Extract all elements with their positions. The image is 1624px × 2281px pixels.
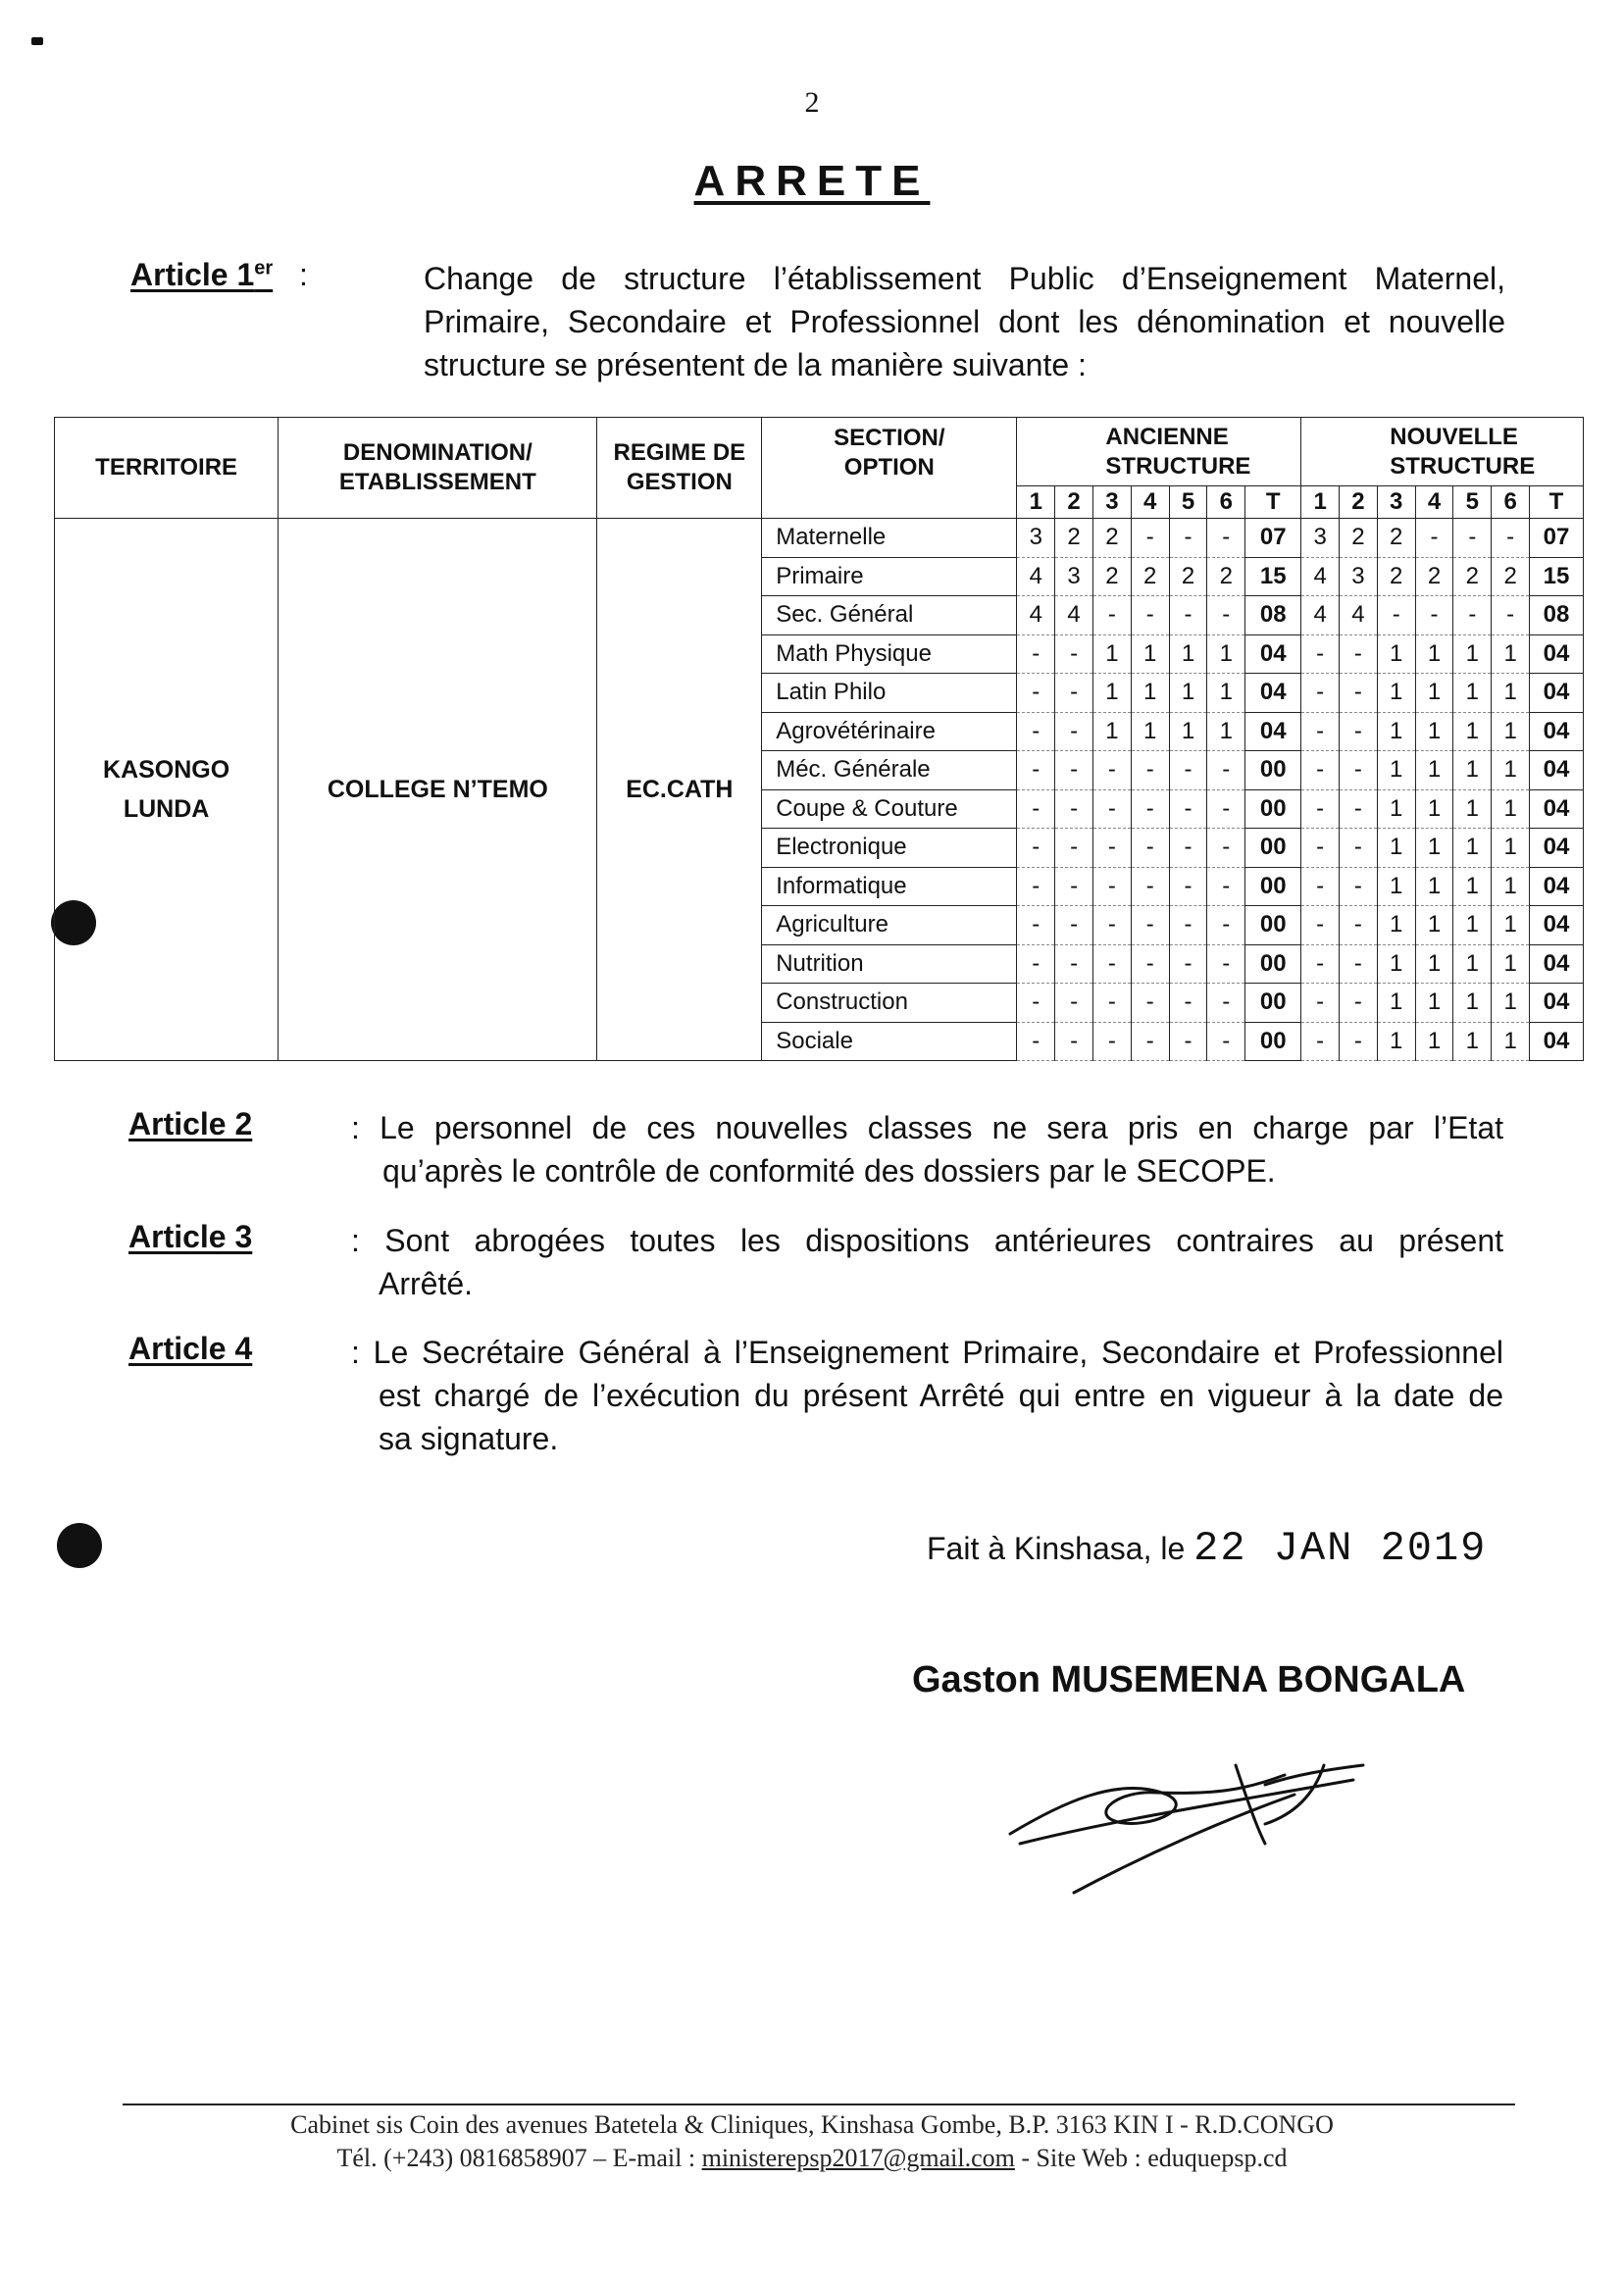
nouvelle-value-cell: 1 bbox=[1415, 789, 1453, 829]
ancienne-value-cell: - bbox=[1207, 1022, 1245, 1061]
article-1-sup: er bbox=[254, 257, 274, 279]
ancienne-value-cell: - bbox=[1055, 789, 1093, 829]
nouvelle-value-cell: - bbox=[1301, 712, 1340, 751]
ancienne-value-cell: - bbox=[1169, 596, 1207, 635]
nouvelle-value-cell: 1 bbox=[1415, 674, 1453, 713]
ancienne-value-cell: - bbox=[1207, 867, 1245, 906]
nouvelle-value-cell: 1 bbox=[1453, 906, 1492, 945]
article-1-line: structure se présentent de la manière suivante : bbox=[424, 347, 1087, 382]
structure-table bbox=[54, 417, 1584, 1061]
ancienne-total-cell: 08 bbox=[1245, 596, 1301, 635]
ancienne-value-cell: - bbox=[1055, 984, 1093, 1023]
nouvelle-total-cell: 04 bbox=[1530, 906, 1584, 945]
ancienne-value-cell: - bbox=[1093, 789, 1132, 829]
header-section: SECTION/ OPTION bbox=[762, 418, 1017, 519]
article-1-line: Primaire, Secondaire et Professionnel dont les dénomination et nouvelle bbox=[424, 304, 1505, 339]
ancienne-value-cell: - bbox=[1055, 829, 1093, 868]
nouvelle-value-cell: - bbox=[1340, 906, 1378, 945]
ancienne-total-cell: 15 bbox=[1245, 557, 1301, 596]
nouvelle-value-cell: 1 bbox=[1415, 829, 1453, 868]
ancienne-value-cell: - bbox=[1131, 944, 1169, 984]
nouvelle-total-cell: 04 bbox=[1530, 1022, 1584, 1061]
header-nouvelle: NOUVELLE STRUCTURE bbox=[1301, 418, 1584, 486]
nouvelle-total-cell: 04 bbox=[1530, 867, 1584, 906]
nouvelle-value-cell: 1 bbox=[1377, 867, 1415, 906]
ancienne-value-cell: - bbox=[1131, 789, 1169, 829]
ancienne-value-cell: - bbox=[1169, 829, 1207, 868]
ancienne-value-cell: 1 bbox=[1207, 634, 1245, 674]
nouvelle-value-cell: - bbox=[1301, 906, 1340, 945]
nouvelle-value-cell: 1 bbox=[1377, 634, 1415, 674]
nouvelle-value-cell: 2 bbox=[1415, 557, 1453, 596]
ancienne-value-cell: 3 bbox=[1055, 557, 1093, 596]
nouvelle-value-cell: 1 bbox=[1492, 944, 1530, 984]
option-cell: Nutrition bbox=[762, 944, 1017, 984]
ancienne-total-cell: 00 bbox=[1245, 789, 1301, 829]
nouvelle-value-cell: 3 bbox=[1340, 557, 1378, 596]
article-3-line: : Sont abrogées toutes les dispositions antérieures contraires au présent bbox=[351, 1223, 1503, 1258]
document-title-text: ARRETE bbox=[693, 157, 931, 205]
ancienne-value-cell: - bbox=[1017, 829, 1055, 868]
nouvelle-value-cell: - bbox=[1492, 596, 1530, 635]
nouvelle-total-cell: 04 bbox=[1530, 789, 1584, 829]
ancienne-total-cell: 00 bbox=[1245, 867, 1301, 906]
ancienne-value-cell: - bbox=[1169, 751, 1207, 790]
nouvelle-value-cell: 1 bbox=[1453, 944, 1492, 984]
table-row bbox=[55, 519, 1584, 558]
ancienne-total-cell: 04 bbox=[1245, 674, 1301, 713]
ancienne-total-cell: 00 bbox=[1245, 751, 1301, 790]
nouvelle-value-cell: 1 bbox=[1415, 906, 1453, 945]
nouvelle-value-cell: 1 bbox=[1415, 1022, 1453, 1061]
ancienne-value-cell: - bbox=[1093, 906, 1132, 945]
scan-mark bbox=[31, 37, 43, 45]
nouvelle-value-cell: - bbox=[1340, 1022, 1378, 1061]
date-stamp: 22 JAN 2019 bbox=[1193, 1525, 1488, 1572]
article-3-label: Article 3 bbox=[128, 1219, 253, 1254]
footer-phone: Tél. (+243) 0816858907 – E-mail : bbox=[336, 2144, 696, 2172]
ancienne-value-cell: - bbox=[1131, 867, 1169, 906]
nouvelle-value-cell: - bbox=[1301, 789, 1340, 829]
nouvelle-col-header: 3 bbox=[1377, 486, 1415, 519]
ancienne-value-cell: 4 bbox=[1017, 557, 1055, 596]
ancienne-col-header: 5 bbox=[1169, 486, 1207, 519]
nouvelle-value-cell: 1 bbox=[1415, 751, 1453, 790]
nouvelle-value-cell: - bbox=[1453, 519, 1492, 558]
ancienne-value-cell: 2 bbox=[1207, 557, 1245, 596]
nouvelle-value-cell: 1 bbox=[1492, 1022, 1530, 1061]
nouvelle-value-cell: 1 bbox=[1453, 634, 1492, 674]
nouvelle-value-cell: - bbox=[1340, 829, 1378, 868]
nouvelle-col-header: 5 bbox=[1453, 486, 1492, 519]
option-cell: Sociale bbox=[762, 1022, 1017, 1061]
article-2-line: qu’après le contrôle de conformité des dossiers par le SECOPE. bbox=[382, 1153, 1276, 1189]
ancienne-value-cell: - bbox=[1169, 906, 1207, 945]
article-4-line: sa signature. bbox=[379, 1421, 559, 1456]
ancienne-value-cell: - bbox=[1207, 984, 1245, 1023]
ancienne-value-cell: - bbox=[1055, 867, 1093, 906]
ancienne-value-cell: 1 bbox=[1093, 712, 1132, 751]
ancienne-value-cell: - bbox=[1207, 944, 1245, 984]
option-cell: Math Physique bbox=[762, 634, 1017, 674]
ancienne-value-cell: 2 bbox=[1093, 557, 1132, 596]
signer-name: Gaston MUSEMENA BONGALA bbox=[912, 1659, 1466, 1700]
ancienne-value-cell: 1 bbox=[1131, 674, 1169, 713]
nouvelle-col-header: 1 bbox=[1301, 486, 1340, 519]
ancienne-value-cell: - bbox=[1169, 944, 1207, 984]
nouvelle-value-cell: 1 bbox=[1492, 867, 1530, 906]
ancienne-value-cell: - bbox=[1093, 1022, 1132, 1061]
ancienne-value-cell: 1 bbox=[1207, 712, 1245, 751]
nouvelle-total-cell: 08 bbox=[1530, 596, 1584, 635]
ancienne-value-cell: - bbox=[1055, 634, 1093, 674]
ancienne-total-cell: 00 bbox=[1245, 906, 1301, 945]
ancienne-value-cell: 2 bbox=[1131, 557, 1169, 596]
nouvelle-value-cell: 1 bbox=[1492, 712, 1530, 751]
nouvelle-value-cell: 1 bbox=[1453, 712, 1492, 751]
regime-cell: EC.CATH bbox=[597, 519, 762, 1061]
ancienne-value-cell: - bbox=[1093, 829, 1132, 868]
nouvelle-value-cell: 1 bbox=[1377, 1022, 1415, 1061]
ancienne-value-cell: - bbox=[1093, 984, 1132, 1023]
header-territoire: TERRITOIRE bbox=[55, 418, 279, 519]
nouvelle-value-cell: 1 bbox=[1415, 944, 1453, 984]
nouvelle-value-cell: 1 bbox=[1377, 829, 1415, 868]
nouvelle-value-cell: 1 bbox=[1492, 829, 1530, 868]
ancienne-col-header: 6 bbox=[1207, 486, 1245, 519]
footer-address: Cabinet sis Coin des avenues Batetela & Cliniques, Kinshasa Gombe, B.P. 3163 KIN I - R.D.CONGO bbox=[290, 2110, 1334, 2139]
nouvelle-value-cell: 2 bbox=[1377, 519, 1415, 558]
ancienne-value-cell: - bbox=[1017, 751, 1055, 790]
ancienne-value-cell: - bbox=[1017, 789, 1055, 829]
nouvelle-value-cell: 1 bbox=[1492, 789, 1530, 829]
option-cell: Méc. Générale bbox=[762, 751, 1017, 790]
option-cell: Agrovétérinaire bbox=[762, 712, 1017, 751]
ancienne-value-cell: - bbox=[1169, 1022, 1207, 1061]
ancienne-value-cell: - bbox=[1131, 829, 1169, 868]
option-cell: Primaire bbox=[762, 557, 1017, 596]
ancienne-value-cell: - bbox=[1207, 829, 1245, 868]
ancienne-total-cell: 00 bbox=[1245, 1022, 1301, 1061]
ancienne-value-cell: - bbox=[1017, 944, 1055, 984]
option-cell: Construction bbox=[762, 984, 1017, 1023]
ancienne-value-cell: - bbox=[1093, 944, 1132, 984]
nouvelle-value-cell: 1 bbox=[1377, 906, 1415, 945]
nouvelle-value-cell: - bbox=[1301, 984, 1340, 1023]
nouvelle-col-header: 2 bbox=[1340, 486, 1378, 519]
ancienne-value-cell: 1 bbox=[1093, 634, 1132, 674]
nouvelle-total-cell: 04 bbox=[1530, 674, 1584, 713]
ancienne-value-cell: 1 bbox=[1169, 674, 1207, 713]
nouvelle-value-cell: - bbox=[1301, 1022, 1340, 1061]
article-4-label: Article 4 bbox=[128, 1331, 253, 1366]
nouvelle-value-cell: 2 bbox=[1453, 557, 1492, 596]
punch-hole-mark bbox=[57, 1523, 102, 1568]
ancienne-value-cell: - bbox=[1055, 944, 1093, 984]
etablissement-cell: COLLEGE N’TEMO bbox=[279, 519, 597, 1061]
footer-contact bbox=[0, 2144, 1624, 2173]
ancienne-value-cell: - bbox=[1131, 519, 1169, 558]
nouvelle-value-cell: 1 bbox=[1415, 867, 1453, 906]
nouvelle-total-cell: 04 bbox=[1530, 712, 1584, 751]
territoire-cell: KASONGO LUNDA bbox=[55, 519, 279, 1061]
article-3-line: Arrêté. bbox=[379, 1266, 474, 1301]
ancienne-value-cell: - bbox=[1093, 867, 1132, 906]
nouvelle-value-cell: 1 bbox=[1492, 984, 1530, 1023]
ancienne-total-cell: 00 bbox=[1245, 984, 1301, 1023]
nouvelle-value-cell: - bbox=[1301, 751, 1340, 790]
nouvelle-value-cell: 1 bbox=[1377, 751, 1415, 790]
ancienne-value-cell: 1 bbox=[1207, 674, 1245, 713]
nouvelle-value-cell: 1 bbox=[1453, 984, 1492, 1023]
nouvelle-value-cell: 1 bbox=[1453, 867, 1492, 906]
header-ancienne: ANCIENNE STRUCTURE bbox=[1017, 418, 1301, 486]
nouvelle-total-cell: 15 bbox=[1530, 557, 1584, 596]
place-prefix: Fait à Kinshasa, le bbox=[927, 1531, 1186, 1566]
nouvelle-value-cell: 4 bbox=[1301, 596, 1340, 635]
ancienne-value-cell: 1 bbox=[1169, 634, 1207, 674]
article-1-label-text: Article 1 bbox=[130, 257, 255, 292]
ancienne-value-cell: 1 bbox=[1093, 674, 1132, 713]
nouvelle-value-cell: - bbox=[1415, 519, 1453, 558]
nouvelle-total-cell: 04 bbox=[1530, 634, 1584, 674]
article-3-text bbox=[351, 1219, 1503, 1305]
nouvelle-value-cell: 1 bbox=[1453, 829, 1492, 868]
ancienne-value-cell: - bbox=[1169, 984, 1207, 1023]
ancienne-value-cell: - bbox=[1017, 867, 1055, 906]
article-2-text bbox=[351, 1106, 1503, 1192]
ancienne-value-cell: - bbox=[1093, 596, 1132, 635]
article-2-line: : Le personnel de ces nouvelles classes ne sera pris en charge par l’Etat bbox=[351, 1110, 1503, 1145]
nouvelle-value-cell: 1 bbox=[1377, 712, 1415, 751]
nouvelle-value-cell: 1 bbox=[1377, 984, 1415, 1023]
ancienne-value-cell: - bbox=[1055, 1022, 1093, 1061]
nouvelle-value-cell: 1 bbox=[1415, 634, 1453, 674]
article-4-text bbox=[351, 1331, 1503, 1460]
ancienne-total-cell: 04 bbox=[1245, 712, 1301, 751]
nouvelle-value-cell: 1 bbox=[1492, 634, 1530, 674]
ancienne-value-cell: 1 bbox=[1131, 712, 1169, 751]
option-cell: Agriculture bbox=[762, 906, 1017, 945]
nouvelle-value-cell: - bbox=[1340, 712, 1378, 751]
place-and-date bbox=[927, 1525, 1487, 1572]
ancienne-value-cell: - bbox=[1207, 789, 1245, 829]
article-1-text bbox=[424, 257, 1505, 386]
ancienne-value-cell: 2 bbox=[1055, 519, 1093, 558]
ancienne-value-cell: - bbox=[1207, 596, 1245, 635]
option-cell: Latin Philo bbox=[762, 674, 1017, 713]
nouvelle-value-cell: 1 bbox=[1492, 751, 1530, 790]
option-cell: Sec. Général bbox=[762, 596, 1017, 635]
nouvelle-value-cell: 2 bbox=[1377, 557, 1415, 596]
nouvelle-value-cell: 1 bbox=[1492, 906, 1530, 945]
ancienne-value-cell: - bbox=[1131, 751, 1169, 790]
ancienne-value-cell: - bbox=[1017, 906, 1055, 945]
article-4-line: est chargé de l’exécution du présent Arrêté qui entre en vigueur à la date de bbox=[379, 1378, 1503, 1413]
nouvelle-value-cell: 2 bbox=[1340, 519, 1378, 558]
nouvelle-total-cell: 04 bbox=[1530, 984, 1584, 1023]
handwritten-signature bbox=[1000, 1736, 1373, 1912]
ancienne-value-cell: 3 bbox=[1017, 519, 1055, 558]
ancienne-value-cell: - bbox=[1017, 712, 1055, 751]
nouvelle-value-cell: - bbox=[1301, 829, 1340, 868]
ancienne-value-cell: - bbox=[1055, 906, 1093, 945]
ancienne-col-header: 1 bbox=[1017, 486, 1055, 519]
nouvelle-total-cell: 04 bbox=[1530, 829, 1584, 868]
ancienne-value-cell: 4 bbox=[1017, 596, 1055, 635]
ancienne-value-cell: - bbox=[1055, 712, 1093, 751]
nouvelle-value-cell: - bbox=[1340, 984, 1378, 1023]
nouvelle-value-cell: 4 bbox=[1340, 596, 1378, 635]
ancienne-value-cell: - bbox=[1017, 984, 1055, 1023]
ancienne-total-cell: 07 bbox=[1245, 519, 1301, 558]
nouvelle-value-cell: 1 bbox=[1377, 789, 1415, 829]
article-1-colon: : bbox=[299, 257, 308, 292]
ancienne-value-cell: 2 bbox=[1169, 557, 1207, 596]
ancienne-col-header: 2 bbox=[1055, 486, 1093, 519]
nouvelle-value-cell: 1 bbox=[1453, 751, 1492, 790]
option-cell: Informatique bbox=[762, 867, 1017, 906]
page-number: 2 bbox=[804, 86, 820, 119]
ancienne-value-cell: - bbox=[1131, 984, 1169, 1023]
ancienne-value-cell: - bbox=[1093, 751, 1132, 790]
nouvelle-total-cell: 04 bbox=[1530, 751, 1584, 790]
nouvelle-value-cell: - bbox=[1340, 789, 1378, 829]
article-4-line: : Le Secrétaire Général à l’Enseignement Primaire, Secondaire et Professionnel bbox=[351, 1335, 1503, 1370]
nouvelle-total-cell: 04 bbox=[1530, 944, 1584, 984]
nouvelle-value-cell: 1 bbox=[1415, 712, 1453, 751]
document-title bbox=[0, 157, 1624, 206]
ancienne-value-cell: - bbox=[1207, 906, 1245, 945]
ancienne-value-cell: 1 bbox=[1131, 634, 1169, 674]
nouvelle-value-cell: - bbox=[1340, 634, 1378, 674]
ancienne-value-cell: - bbox=[1055, 674, 1093, 713]
nouvelle-value-cell: 1 bbox=[1377, 944, 1415, 984]
nouvelle-value-cell: - bbox=[1340, 867, 1378, 906]
ancienne-col-header: 3 bbox=[1093, 486, 1132, 519]
ancienne-value-cell: - bbox=[1017, 1022, 1055, 1061]
ancienne-value-cell: - bbox=[1017, 674, 1055, 713]
article-1-line: Change de structure l’établissement Public d’Enseignement Maternel, bbox=[424, 261, 1505, 296]
ancienne-value-cell: 1 bbox=[1169, 712, 1207, 751]
header-regime: REGIME DE GESTION bbox=[597, 418, 762, 519]
nouvelle-value-cell: - bbox=[1492, 519, 1530, 558]
ancienne-total-cell: 04 bbox=[1245, 634, 1301, 674]
ancienne-value-cell: - bbox=[1131, 906, 1169, 945]
ancienne-value-cell: 4 bbox=[1055, 596, 1093, 635]
ancienne-value-cell: - bbox=[1131, 596, 1169, 635]
nouvelle-total-cell: 07 bbox=[1530, 519, 1584, 558]
nouvelle-value-cell: - bbox=[1301, 634, 1340, 674]
ancienne-value-cell: - bbox=[1207, 519, 1245, 558]
ancienne-value-cell: - bbox=[1055, 751, 1093, 790]
option-cell: Coupe & Couture bbox=[762, 789, 1017, 829]
nouvelle-value-cell: - bbox=[1301, 867, 1340, 906]
article-2-label: Article 2 bbox=[128, 1106, 253, 1141]
nouvelle-value-cell: 1 bbox=[1415, 984, 1453, 1023]
nouvelle-value-cell: - bbox=[1301, 944, 1340, 984]
nouvelle-value-cell: 2 bbox=[1492, 557, 1530, 596]
ancienne-value-cell: - bbox=[1169, 867, 1207, 906]
nouvelle-value-cell: 1 bbox=[1492, 674, 1530, 713]
nouvelle-value-cell: - bbox=[1415, 596, 1453, 635]
nouvelle-value-cell: 1 bbox=[1453, 1022, 1492, 1061]
nouvelle-col-header: 4 bbox=[1415, 486, 1453, 519]
nouvelle-value-cell: - bbox=[1340, 751, 1378, 790]
footer-email[interactable]: ministerepsp2017@gmail.com bbox=[701, 2144, 1015, 2172]
nouvelle-value-cell: - bbox=[1340, 944, 1378, 984]
footer-website: - Site Web : eduquepsp.cd bbox=[1021, 2144, 1288, 2172]
nouvelle-value-cell: 1 bbox=[1377, 674, 1415, 713]
ancienne-value-cell: - bbox=[1169, 789, 1207, 829]
nouvelle-col-header: 6 bbox=[1492, 486, 1530, 519]
ancienne-value-cell: 2 bbox=[1093, 519, 1132, 558]
option-cell: Maternelle bbox=[762, 519, 1017, 558]
option-cell: Electronique bbox=[762, 829, 1017, 868]
article-1-label bbox=[130, 257, 273, 293]
ancienne-col-header: 4 bbox=[1131, 486, 1169, 519]
ancienne-col-header: T bbox=[1245, 486, 1301, 519]
ancienne-total-cell: 00 bbox=[1245, 944, 1301, 984]
ancienne-value-cell: - bbox=[1169, 519, 1207, 558]
nouvelle-value-cell: 4 bbox=[1301, 557, 1340, 596]
nouvelle-value-cell: 1 bbox=[1453, 789, 1492, 829]
footer-divider bbox=[123, 2104, 1515, 2105]
nouvelle-value-cell: - bbox=[1301, 674, 1340, 713]
ancienne-value-cell: - bbox=[1207, 751, 1245, 790]
nouvelle-value-cell: - bbox=[1340, 674, 1378, 713]
nouvelle-value-cell: 1 bbox=[1453, 674, 1492, 713]
nouvelle-value-cell: - bbox=[1453, 596, 1492, 635]
ancienne-value-cell: - bbox=[1131, 1022, 1169, 1061]
ancienne-total-cell: 00 bbox=[1245, 829, 1301, 868]
nouvelle-col-header: T bbox=[1530, 486, 1584, 519]
ancienne-value-cell: - bbox=[1017, 634, 1055, 674]
header-denomination: DENOMINATION/ ETABLISSEMENT bbox=[279, 418, 597, 519]
nouvelle-value-cell: 3 bbox=[1301, 519, 1340, 558]
nouvelle-value-cell: - bbox=[1377, 596, 1415, 635]
